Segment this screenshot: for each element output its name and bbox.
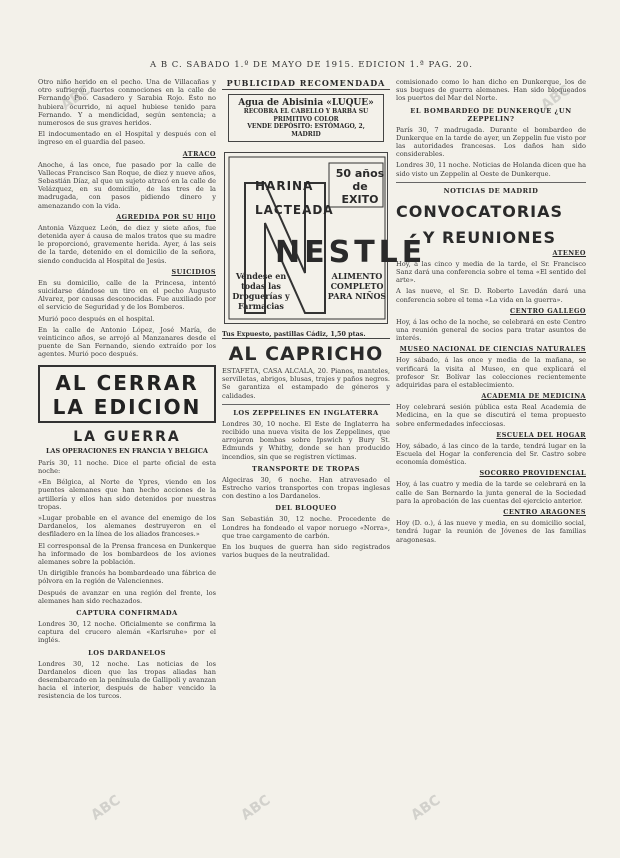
war-headline: LA GUERRA xyxy=(73,428,181,445)
article-text: ESTAFETA, CASA ALCALA, 20. Pianos, manteles, servilletas, abrigos, blusas, trajes y paños negros. Se garantiza el estampado de géneros y calidades. xyxy=(222,367,390,400)
section-heading: ESCUELA DEL HOGAR xyxy=(496,430,586,439)
column-left xyxy=(38,78,216,704)
article-text: Hoy celebrará sesión pública esta Real Academia de Medicina, en la que se discutirá el tema propuesto sobre enfermedades infecciosas. xyxy=(396,403,586,428)
section-heading: SOCORRO PROVIDENCIAL xyxy=(479,469,586,478)
ad-years-badge: 50 años de EXITO xyxy=(335,167,385,206)
price-line: Tus Expuesto, pastillas Cádiz, 1,50 ptas. xyxy=(222,330,390,339)
article-text: Hoy, á las cuatro y media de la tarde se celebrará en la calle de San Bernardo la junta general de la Sociedad para la aprobación de las cuentas del ejercicio anterior. xyxy=(396,480,586,505)
article-text: París 30, 11 noche. Dice el parte oficial de esta noche: xyxy=(38,458,216,475)
publicity-product: Agua de Abisinia «LUQUE» xyxy=(238,98,374,108)
article-text: París 30, 7 madrugada. Durante el bombardeo de Dunkerque en la tarde de ayer, un Zeppelin fue visto por las autoridades francesas. Los daños han sido considerables. xyxy=(396,125,586,159)
article-text: Después de avanzar en una región del frente, los alemanes han sido rechazados. xyxy=(38,588,216,605)
column-right xyxy=(396,78,586,547)
article-text: Londres 30, 12 noche. Las noticias de los Dardanelos dicen que las tropas aliadas han desembarcado en la península de Gallipoli y avanzan hacia el interior, después de haber vencido la resistencia de los turcos. xyxy=(38,659,216,701)
article-text: Hoy, sábado, á las cinco de la tarde, tendrá lugar en la Escuela del Hogar la conferencia del Sr. Castro sobre economía doméstica. xyxy=(396,441,586,467)
article-text: Hoy sábado, á las once y media de la mañana, se verificará la visita al Museo, en que explicará el profesor Sr. Bolívar las colecciones recientemente adquiridas para el establecimiento. xyxy=(396,356,586,390)
section-heading: ATRACO xyxy=(182,149,216,158)
article-text: A las nueve, el Sr. D. Roberto Lavedán dará una conferencia sobre el tema «La vida en la guerra». xyxy=(396,287,586,304)
article-text: Antonia Vázquez León, de diez y siete años, fue detenida ayer á causa de malos tratos que su madre le proporcionó, gravemente herida. Ayer, á las seis de la tarde, detenido en el domicilio de la señora, siendo conducida al Hospital de Jesús. xyxy=(38,223,216,265)
publicity-heading: PUBLICIDAD RECOMENDADA xyxy=(222,78,390,90)
divider xyxy=(222,404,390,405)
ad-brand: NESTLÉ xyxy=(275,235,427,270)
nestle-advertisement xyxy=(224,152,427,324)
closing-edition-banner xyxy=(38,365,216,423)
ad-harina: HARINA xyxy=(255,179,314,193)
article-text: San Sebastián 30, 12 noche. Procedente de Londres ha fondeado el vapor noruego «Norra», que trae cargamento de carbón. xyxy=(222,515,390,540)
watermark-logo: ABC xyxy=(408,792,444,824)
article-text: Otro niño herido en el pecho. Una de Villacañas y otro sufrieron fuertes conmociones en la calle de Fernando Poo. Casadero y Sarabia Rojo. Ésto no hubiera ocurrido, ni aquel hubiese tenido para Fernando. Y a mendicidad, según sentencia; a numerosos de sus graves heridos. xyxy=(38,78,216,128)
publicity-box xyxy=(228,94,384,142)
section-heading: EL BOMBARDEO DE DUNKERQUE ¿UN ZEPPELIN? xyxy=(410,106,572,123)
article-text: Hoy, á las cinco y media de la tarde, el Sr. Francisco Sanz dará una conferencia sobre el tema «El sentido del arte». xyxy=(396,259,586,285)
capricho-headline: AL CAPRICHO xyxy=(228,343,384,365)
article-text: »Lugar probable en el avance del enemigo de los Dardanelos, los alemanes destruyeron en el desfiladero en la línea de los aliados franceses.» xyxy=(38,513,216,539)
section-heading: CENTRO GALLEGO xyxy=(510,306,586,315)
page-header: A B C. SABADO 1.º DE MAYO DE 1915. EDICION 1.ª PAG. 20. xyxy=(150,60,473,70)
convocatorias-headline: CONVOCATORIAS xyxy=(396,201,564,221)
publicity-claim: RECOBRA EL CABELLO Y BARBA SU PRIMITIVO COLOR xyxy=(243,108,369,123)
article-text: Murió poco después en el hospital. xyxy=(38,314,155,323)
divider xyxy=(396,182,586,183)
section-heading: TRANSPORTE DE TROPAS xyxy=(251,464,361,473)
article-text: En los buques de guerra han sido registrados varios buques de la neutralidad. xyxy=(222,543,390,560)
banner-line-2: LA EDICION xyxy=(52,394,202,419)
section-heading: ATENEO xyxy=(552,248,586,257)
ad-sale-points: Véndese en todas las Droguerías y Farmacias xyxy=(232,271,290,311)
section-heading: LOS ZEPPELINES EN INGLATERRA xyxy=(233,408,379,417)
section-heading: LOS DARDANELOS xyxy=(88,648,166,657)
reuniones-headline: Y REUNIONES xyxy=(422,227,556,247)
article-text: Londres 30, 12 noche. Oficialmente se confirma la captura del crucero alemán «Karlsruhe» por el inglés. xyxy=(38,619,216,645)
article-text: Anoche, á las once, fue pasado por la calle de Vallecas Francisco San Roque, de diez y nueve años, Sebastián Díaz, al que un sujeto atracó en la calle de Velázquez, en su domicilio, de las tres de la madrugada, con pasos pidiendo dinero y amenazando con la vida. xyxy=(38,160,216,210)
article-text: Hoy, á las ocho de la noche, se celebrará en este Centro una reunión general de socios para tratar asuntos de interés. xyxy=(396,317,586,343)
article-text: «En Bélgica, al Norte de Ypres, viendo en los puentes alemanes que han hecho acciones de la artillería y ellos han sido detenidos por nuestras tropas. xyxy=(38,478,216,511)
section-heading: AGREDIDA POR SU HIJO xyxy=(116,212,216,221)
article-text: Un dirigible francés ha bombardeado una fábrica de pólvora en la región de Valenciennes. xyxy=(38,569,216,586)
section-heading: NOTICIAS DE MADRID xyxy=(443,186,539,195)
ad-lacteada: LACTEADA xyxy=(255,203,334,217)
article-text: En su domicilio, calle de la Princesa, intentó suicidarse dándose un tiro en el pecho Augusto Alvarez, por causas desconocidas. Fue auxiliado por el servicio de Seguridad y de los Bomberos. xyxy=(38,278,216,312)
section-heading: CAPTURA CONFIRMADA xyxy=(76,608,178,617)
watermark-logo: ABC xyxy=(538,82,574,114)
section-heading: DEL BLOQUEO xyxy=(275,504,337,513)
publicity-address: VENDE DEPÓSITO: ESTÓMAGO, 2, MADRID xyxy=(247,123,365,138)
article-text: Londres 30, 11 noche. Noticias de Holanda dicen que ha sido visto un Zeppelin al Oeste de Dunkerque. xyxy=(396,161,586,178)
section-heading: SUICIDIOS xyxy=(171,267,216,276)
war-subheadline: LAS OPERACIONES EN FRANCIA Y BELGICA xyxy=(46,446,208,455)
watermark-logo: ABC xyxy=(58,82,94,114)
article-text: comisionado como lo han dicho en Dunkerque, los de sus buques de guerra alemanes. Han sido bloqueados los puertos del Mar del Norte. xyxy=(396,78,586,103)
watermark-logo: ABC xyxy=(88,792,124,824)
article-text: Hoy (D. o.), á las nueve y media, en su domicilio social, tendrá lugar la reunión de Jóvenes de las familias aragonesas. xyxy=(396,519,586,544)
section-heading: CENTRO ARAGONES xyxy=(503,508,586,517)
article-text: El indocumentado en el Hospital y después con el ingreso en el guardia del paseo. xyxy=(38,130,216,147)
article-text: Londres 30, 10 noche. El Este de Inglaterra ha recibido una nueva visita de los Zeppelines, que arrojaron bombas sobre Ipswich y Bury St. Edmunds y Whitby, donde se han producido incendios, sin que se registren víctimas. xyxy=(222,419,390,461)
article-text: Algeciras 30, 6 noche. Han atravesado el Estrecho varios transportes con tropas inglesas con destino a los Dardanelos. xyxy=(222,475,390,501)
watermark-logo: ABC xyxy=(238,792,274,824)
section-heading: ACADEMIA DE MEDICINA xyxy=(481,392,586,401)
article-text: El corresponsal de la Prensa francesa en Dunkerque ha informado de los bombardeos de los aviones alemanes sobre la población. xyxy=(38,541,216,566)
ad-claim: ALIMENTO COMPLETO PARA NIÑOS xyxy=(327,271,387,301)
article-text: En la calle de Antonio López, José María, de veinticinco años, se arrojó al Manzanares desde el puente de San Fernando, siendo extraído por los agentes. Murió poco después. xyxy=(38,325,216,359)
banner-line-1: AL CERRAR xyxy=(55,370,199,395)
column-middle xyxy=(222,78,427,562)
section-heading: MUSEO NACIONAL DE CIENCIAS NATURALES xyxy=(399,345,586,354)
